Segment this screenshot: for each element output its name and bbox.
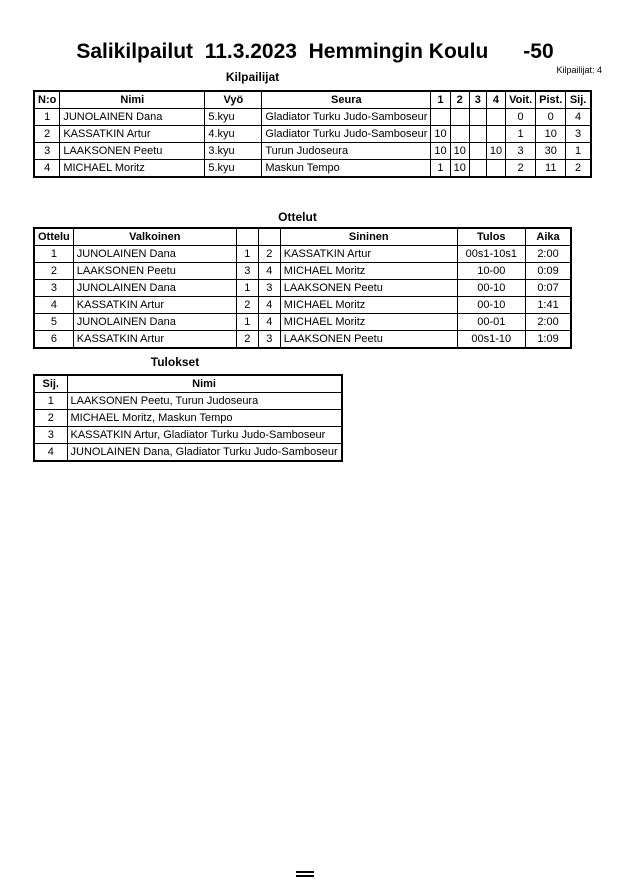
header-no: N:o [34,91,60,109]
result-name: KASSATKIN Artur, Gladiator Turku Judo-Samboseur [67,427,342,444]
white-name: KASSATKIN Artur [73,331,236,349]
competitor-name: MICHAEL Moritz [60,160,205,178]
score-vs-3 [469,143,486,160]
header-round-2: 2 [450,91,469,109]
matches-header-row [34,228,571,246]
competitor-points: 11 [536,160,566,178]
match-row [34,314,571,331]
match-row [34,297,571,314]
match-result: 00s1-10s1 [457,246,525,263]
matches-table [33,227,572,349]
blue-no: 4 [258,263,280,280]
competitor-no: 4 [34,160,60,178]
header-round-3: 3 [469,91,486,109]
competitor-points: 30 [536,143,566,160]
result-row [34,410,342,427]
header-round-1: 1 [431,91,450,109]
competitor-place: 1 [566,143,591,160]
competitor-belt: 4.kyu [205,126,262,143]
score-vs-4: 10 [486,143,505,160]
match-time: 1:41 [525,297,571,314]
match-row [34,331,571,349]
match-time: 2:00 [525,314,571,331]
competitor-belt: 5.kyu [205,160,262,178]
score-vs-1: 1 [431,160,450,178]
competitor-row [34,160,591,178]
score-vs-1: 10 [431,126,450,143]
white-no: 1 [236,246,258,263]
blue-name: MICHAEL Moritz [280,263,457,280]
competitor-name: LAAKSONEN Peetu [60,143,205,160]
score-vs-1: 10 [431,143,450,160]
score-vs-3 [469,126,486,143]
match-result: 00s1-10 [457,331,525,349]
competitor-wins: 1 [506,126,536,143]
competitors-header-row [34,91,591,109]
match-no: 3 [34,280,73,297]
score-vs-4 [486,126,505,143]
competitor-belt: 3.kyu [205,143,262,160]
blue-name: KASSATKIN Artur [280,246,457,263]
match-no: 2 [34,263,73,280]
result-place: 3 [34,427,67,444]
results-header-row [34,375,342,393]
competitor-no: 2 [34,126,60,143]
competitor-no: 3 [34,143,60,160]
result-place: 1 [34,393,67,410]
result-row [34,427,342,444]
match-row [34,246,571,263]
white-name: JUNOLAINEN Dana [73,246,236,263]
white-no: 3 [236,263,258,280]
white-name: JUNOLAINEN Dana [73,314,236,331]
competitor-row [34,126,591,143]
match-result: 00-10 [457,297,525,314]
competitor-wins: 2 [506,160,536,178]
match-no: 6 [34,331,73,349]
header-time: Aika [525,228,571,246]
match-time: 2:00 [525,246,571,263]
score-vs-3 [469,160,486,178]
header-blue-no [258,228,280,246]
match-row [34,280,571,297]
competitor-club: Maskun Tempo [262,160,431,178]
blue-name: LAAKSONEN Peetu [280,280,457,297]
white-no: 1 [236,280,258,297]
header-name: Nimi [67,375,342,393]
competitor-place: 4 [566,109,591,126]
blue-no: 3 [258,280,280,297]
section-title-results: Tulokset [150,355,200,369]
header-belt: Vyö [205,91,262,109]
result-place: 2 [34,410,67,427]
header-club: Seura [262,91,431,109]
header-wins: Voit. [506,91,536,109]
competitor-place: 3 [566,126,591,143]
result-name: JUNOLAINEN Dana, Gladiator Turku Judo-Samboseur [67,444,342,462]
result-name: LAAKSONEN Peetu, Turun Judoseura [67,393,342,410]
match-time: 1:09 [525,331,571,349]
score-vs-4 [486,109,505,126]
match-result: 10-00 [457,263,525,280]
score-vs-1 [431,109,450,126]
score-vs-2: 10 [450,143,469,160]
match-row [34,263,571,280]
results-table [33,374,343,462]
competitor-club: Turun Judoseura [262,143,431,160]
competitor-place: 2 [566,160,591,178]
blue-no: 4 [258,297,280,314]
print-footer-mark [296,869,314,877]
result-row [34,444,342,462]
score-vs-4 [486,160,505,178]
header-blue: Sininen [280,228,457,246]
match-no: 5 [34,314,73,331]
white-no: 2 [236,297,258,314]
competitor-wins: 3 [506,143,536,160]
header-points: Pist. [536,91,566,109]
header-white-no [236,228,258,246]
header-result: Tulos [457,228,525,246]
score-vs-2 [450,109,469,126]
match-time: 0:07 [525,280,571,297]
white-no: 2 [236,331,258,349]
competitor-belt: 5.kyu [205,109,262,126]
competitor-points: 0 [536,109,566,126]
white-no: 1 [236,314,258,331]
score-vs-2: 10 [450,160,469,178]
blue-name: LAAKSONEN Peetu [280,331,457,349]
score-vs-2 [450,126,469,143]
match-result: 00-10 [457,280,525,297]
header-name: Nimi [60,91,205,109]
white-name: JUNOLAINEN Dana [73,280,236,297]
blue-name: MICHAEL Moritz [280,297,457,314]
result-name: MICHAEL Moritz, Maskun Tempo [67,410,342,427]
header-round-4: 4 [486,91,505,109]
score-vs-3 [469,109,486,126]
match-no: 4 [34,297,73,314]
white-name: LAAKSONEN Peetu [73,263,236,280]
competitor-row [34,109,591,126]
header-match: Ottelu [34,228,73,246]
section-title-competitors: Kilpailijat [225,70,280,84]
match-time: 0:09 [525,263,571,280]
result-place: 4 [34,444,67,462]
header-white: Valkoinen [73,228,236,246]
competitor-name: KASSATKIN Artur [60,126,205,143]
result-row [34,393,342,410]
competitor-no: 1 [34,109,60,126]
match-no: 1 [34,246,73,263]
blue-name: MICHAEL Moritz [280,314,457,331]
section-title-matches: Ottelut [278,210,317,224]
blue-no: 3 [258,331,280,349]
blue-no: 2 [258,246,280,263]
competitor-points: 10 [536,126,566,143]
competitor-club: Gladiator Turku Judo-Samboseur [262,109,431,126]
competitors-table [33,90,592,178]
header-place: Sij. [566,91,591,109]
page-title: Salikilpailut 11.3.2023 Hemmingin Koulu -50 [76,40,554,63]
white-name: KASSATKIN Artur [73,297,236,314]
blue-no: 4 [258,314,280,331]
competitor-club: Gladiator Turku Judo-Samboseur [262,126,431,143]
competitors-count-label: Kilpailijat: 4 [556,65,602,75]
match-result: 00-01 [457,314,525,331]
competitor-name: JUNOLAINEN Dana [60,109,205,126]
competitor-wins: 0 [506,109,536,126]
header-place: Sij. [34,375,67,393]
competitor-row [34,143,591,160]
